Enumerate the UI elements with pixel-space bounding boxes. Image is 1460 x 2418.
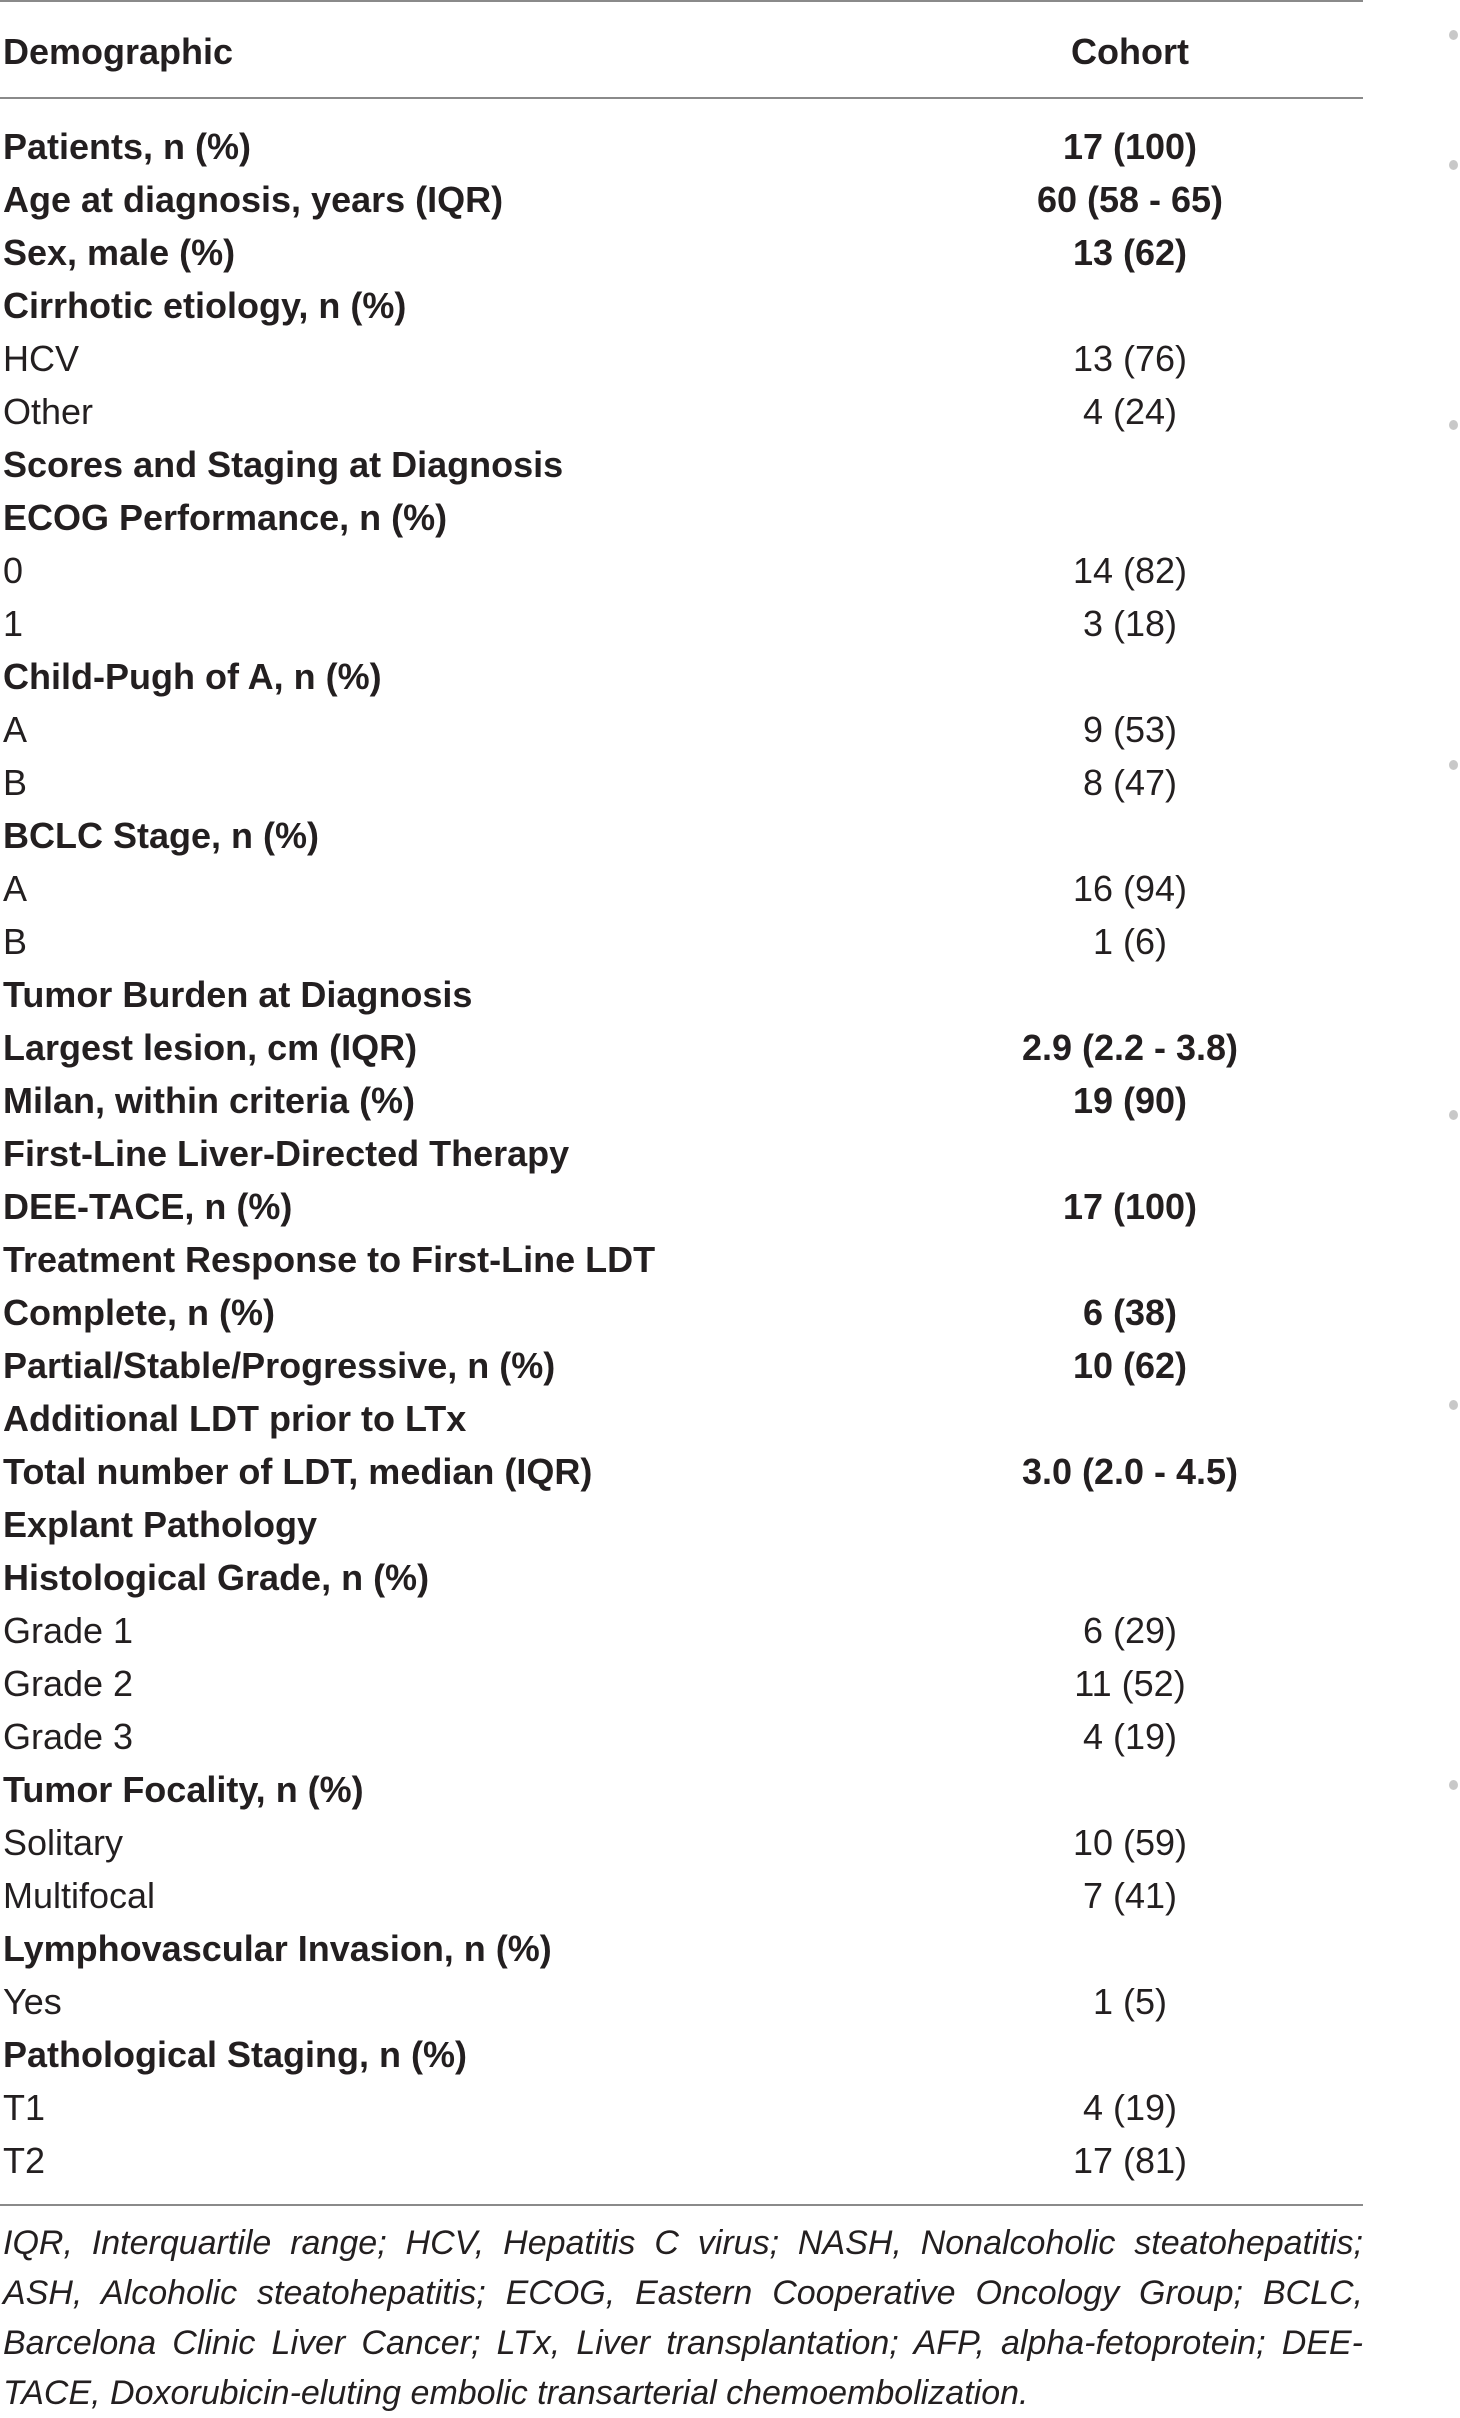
table-row bbox=[0, 809, 1363, 862]
edge-artifact bbox=[1449, 160, 1458, 170]
table-row bbox=[0, 1286, 1363, 1339]
row-label: HCV bbox=[3, 338, 80, 379]
table-row bbox=[0, 1657, 1363, 1710]
row-label: Age at diagnosis, years (IQR) bbox=[3, 179, 504, 220]
row-label: ECOG Performance, n (%) bbox=[3, 497, 448, 538]
table-row bbox=[0, 1074, 1363, 1127]
row-value: 13 (62) bbox=[1072, 232, 1188, 273]
table-footnote: IQR, Interquartile range; HCV, Hepatitis C virus; NASH, Nonalcoholic steatohepatitis; ASH, Alcoholic steatohepatitis; ECOG, Eastern Cooperative Oncology Group; BCLC, Barcelona Clinic Liver Cancer; LTx, Liver transplantation; AFP, alpha-fetoprotein; DEE-TACE, Doxorubicin-eluting embolic transarterial chemoembolization. bbox=[3, 2224, 1363, 2412]
row-value: 14 (82) bbox=[1072, 550, 1188, 591]
table-row bbox=[0, 332, 1363, 385]
row-label: Child-Pugh of A, n (%) bbox=[3, 656, 382, 697]
table-row bbox=[0, 862, 1363, 915]
table-row bbox=[0, 1922, 1363, 1975]
table-row bbox=[0, 1816, 1363, 1869]
row-value: 7 (41) bbox=[1082, 1875, 1178, 1916]
row-label: B bbox=[3, 921, 28, 962]
table-row bbox=[0, 226, 1363, 279]
row-label: Total number of LDT, median (IQR) bbox=[3, 1451, 593, 1492]
row-value: 4 (19) bbox=[1082, 1716, 1178, 1757]
row-value: 10 (62) bbox=[1072, 1345, 1188, 1386]
table-row bbox=[0, 1604, 1363, 1657]
table-row bbox=[0, 544, 1363, 597]
row-value: 3 (18) bbox=[1082, 603, 1178, 644]
table-row bbox=[0, 279, 1363, 332]
table-row bbox=[0, 1392, 1363, 1445]
table-row bbox=[0, 703, 1363, 756]
row-label: Patients, n (%) bbox=[3, 126, 252, 167]
table-row bbox=[0, 1180, 1363, 1233]
table-row bbox=[0, 120, 1363, 173]
table-row bbox=[0, 1127, 1363, 1180]
row-label: Largest lesion, cm (IQR) bbox=[3, 1027, 418, 1068]
row-value: 13 (76) bbox=[1072, 338, 1188, 379]
table-row bbox=[0, 438, 1363, 491]
table-row bbox=[0, 1339, 1363, 1392]
row-value: 6 (38) bbox=[1082, 1292, 1178, 1333]
row-value: 19 (90) bbox=[1072, 1080, 1188, 1121]
row-label: Yes bbox=[3, 1981, 62, 2022]
row-label: Multifocal bbox=[3, 1875, 156, 1916]
table-row bbox=[0, 1021, 1363, 1074]
row-label: First-Line Liver-Directed Therapy bbox=[3, 1133, 570, 1174]
row-value: 4 (24) bbox=[1082, 391, 1178, 432]
row-label: Grade 1 bbox=[3, 1610, 134, 1651]
row-label: Additional LDT prior to LTx bbox=[3, 1398, 467, 1439]
row-label: 0 bbox=[3, 550, 24, 591]
table-row bbox=[0, 1445, 1363, 1498]
edge-artifact bbox=[1449, 1110, 1458, 1120]
row-label: Grade 2 bbox=[3, 1663, 134, 1704]
row-value: 60 (58 - 65) bbox=[1036, 179, 1224, 220]
table-row bbox=[0, 2081, 1363, 2134]
table-row bbox=[0, 756, 1363, 809]
row-label: Explant Pathology bbox=[3, 1504, 318, 1545]
row-label: T2 bbox=[3, 2140, 46, 2181]
row-label: B bbox=[3, 762, 28, 803]
row-label: 1 bbox=[3, 603, 24, 644]
edge-artifact bbox=[1449, 30, 1458, 40]
row-value: 11 (52) bbox=[1074, 1663, 1186, 1704]
table-row bbox=[0, 597, 1363, 650]
row-label: Complete, n (%) bbox=[3, 1292, 276, 1333]
row-value: 17 (100) bbox=[1062, 126, 1198, 167]
edge-artifact bbox=[1449, 420, 1458, 430]
row-label: Grade 3 bbox=[3, 1716, 134, 1757]
row-value: 4 (19) bbox=[1082, 2087, 1178, 2128]
row-label: Tumor Burden at Diagnosis bbox=[3, 974, 473, 1015]
row-value: 1 (6) bbox=[1092, 921, 1168, 962]
table-row bbox=[0, 173, 1363, 226]
row-value: 2.9 (2.2 - 3.8) bbox=[1021, 1027, 1239, 1068]
table-row bbox=[0, 2028, 1363, 2081]
table-row bbox=[0, 1710, 1363, 1763]
row-label: Solitary bbox=[3, 1822, 124, 1863]
table-header-row bbox=[0, 24, 1363, 80]
row-label: Histological Grade, n (%) bbox=[3, 1557, 430, 1598]
table-row bbox=[0, 1763, 1363, 1816]
edge-artifact bbox=[1449, 760, 1458, 770]
row-value: 9 (53) bbox=[1082, 709, 1178, 750]
row-label: Pathological Staging, n (%) bbox=[3, 2034, 468, 2075]
row-label: A bbox=[3, 709, 28, 750]
row-label: Other bbox=[3, 391, 94, 432]
table-row bbox=[0, 491, 1363, 544]
row-label: Cirrhotic etiology, n (%) bbox=[3, 285, 407, 326]
row-label: Tumor Focality, n (%) bbox=[3, 1769, 364, 1810]
row-value: 16 (94) bbox=[1072, 868, 1188, 909]
table-row bbox=[0, 1551, 1363, 1604]
table-row bbox=[0, 1869, 1363, 1922]
row-value: 10 (59) bbox=[1072, 1822, 1188, 1863]
row-label: DEE-TACE, n (%) bbox=[3, 1186, 293, 1227]
row-label: BCLC Stage, n (%) bbox=[3, 815, 320, 856]
row-value: 6 (29) bbox=[1082, 1610, 1178, 1651]
table-row bbox=[0, 1975, 1363, 2028]
table-bottom-rule bbox=[0, 2204, 1363, 2206]
row-label: Milan, within criteria (%) bbox=[3, 1080, 416, 1121]
table-row bbox=[0, 650, 1363, 703]
edge-artifact bbox=[1449, 1400, 1458, 1410]
row-label: Treatment Response to First-Line LDT bbox=[3, 1239, 656, 1280]
table-top-rule bbox=[0, 0, 1363, 2]
table-row bbox=[0, 2134, 1363, 2187]
row-label: Partial/Stable/Progressive, n (%) bbox=[3, 1345, 556, 1386]
table-row bbox=[0, 968, 1363, 1021]
header-cohort: Cohort bbox=[1071, 31, 1189, 72]
row-label: T1 bbox=[3, 2087, 46, 2128]
row-value: 3.0 (2.0 - 4.5) bbox=[1021, 1451, 1239, 1492]
row-label: Scores and Staging at Diagnosis bbox=[3, 444, 564, 485]
row-label: Sex, male (%) bbox=[3, 232, 236, 273]
row-value: 17 (81) bbox=[1072, 2140, 1188, 2181]
edge-artifact bbox=[1449, 1780, 1458, 1790]
table-row bbox=[0, 1498, 1363, 1551]
header-demographic: Demographic bbox=[3, 31, 234, 72]
table-row bbox=[0, 1233, 1363, 1286]
row-label: Lymphovascular Invasion, n (%) bbox=[3, 1928, 552, 1969]
table-row bbox=[0, 385, 1363, 438]
row-value: 17 (100) bbox=[1062, 1186, 1198, 1227]
row-value: 1 (5) bbox=[1092, 1981, 1168, 2022]
row-label: A bbox=[3, 868, 28, 909]
table-row bbox=[0, 915, 1363, 968]
row-value: 8 (47) bbox=[1082, 762, 1178, 803]
table-header-rule bbox=[0, 97, 1363, 99]
